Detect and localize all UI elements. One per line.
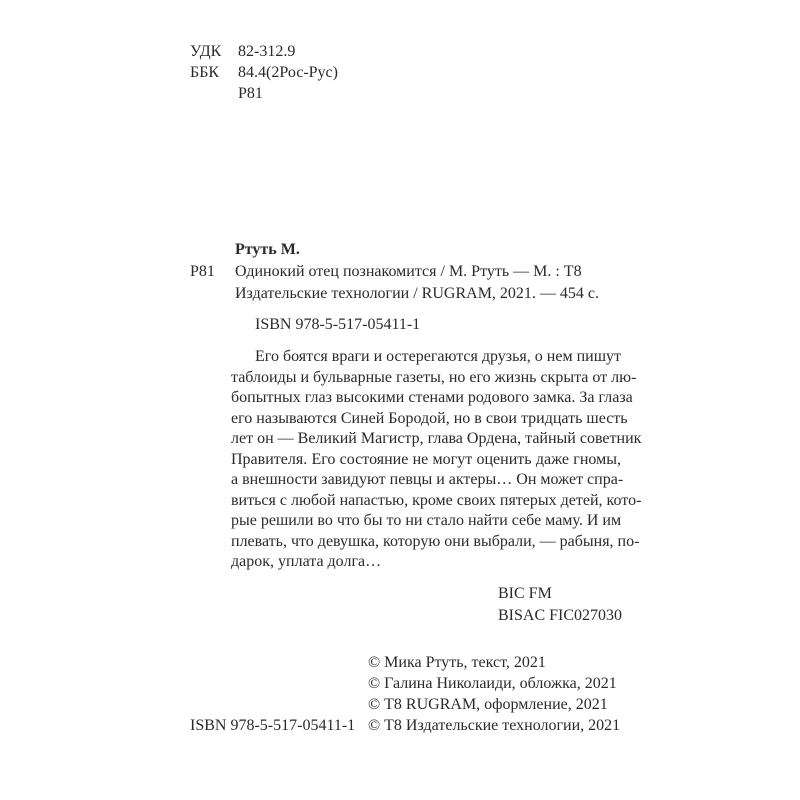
record-publisher-line: Издательские технологии / RUGRAM, 2021. — 454 с.: [235, 285, 600, 302]
copyright-line: © Т8 Издательские технологии, 2021: [368, 717, 621, 734]
annotation-line: лет он — Великий Магистр, глава Ордена, тайный советник: [231, 430, 642, 447]
annotation-line: его называются Синей Бородой, но в свои тридцать шесть: [231, 410, 628, 427]
annotation-line: дарок, уплата долга…: [231, 553, 382, 570]
annotation-line: а внешности завидуют певцы и актеры… Он может спра-: [231, 471, 624, 488]
record-author-sign: Р81: [190, 263, 215, 280]
record-isbn: ISBN 978-5-517-05411-1: [255, 316, 421, 333]
bbk-label: ББК: [190, 64, 220, 81]
record-title-line: Одинокий отец познакомится / М. Ртуть — М. : Т8: [235, 263, 582, 280]
annotation-line: Правителя. Его состояние не могут оценить даже гномы,: [231, 451, 621, 468]
annotation-line: виться с любой напастью, кроме своих пятерых детей, кото-: [231, 492, 642, 509]
udk-label: УДК: [190, 43, 222, 60]
bbk-value: 84.4(2Рос-Рус): [238, 64, 338, 81]
author-name: Ртуть М.: [235, 241, 300, 258]
copyright-line: © Галина Николаиди, обложка, 2021: [368, 675, 617, 692]
copyright-line: © Мика Ртуть, текст, 2021: [368, 654, 546, 671]
copyright-line: © Т8 RUGRAM, оформление, 2021: [368, 696, 608, 713]
annotation-line: плевать, что девушка, которую они выбрали, — рабыня, по-: [231, 533, 640, 550]
udk-value: 82-312.9: [238, 43, 296, 60]
annotation-line: рые решили во что бы то ни стало найти себе маму. И им: [231, 512, 622, 529]
author-sign: Р81: [238, 85, 263, 102]
annotation-line: таблоиды и бульварные газеты, но его жизнь скрыта от лю-: [231, 369, 637, 386]
bic-code: BIC FM: [498, 585, 552, 602]
annotation-line: Его боятся враги и остерегаются друзья, о нем пишут: [255, 348, 622, 365]
annotation-line: бопытных глаз высокими стенами родового замка. За глаза: [231, 389, 633, 406]
bisac-code: BISAC FIC027030: [498, 607, 623, 624]
footer-isbn: ISBN 978-5-517-05411-1: [190, 717, 356, 734]
